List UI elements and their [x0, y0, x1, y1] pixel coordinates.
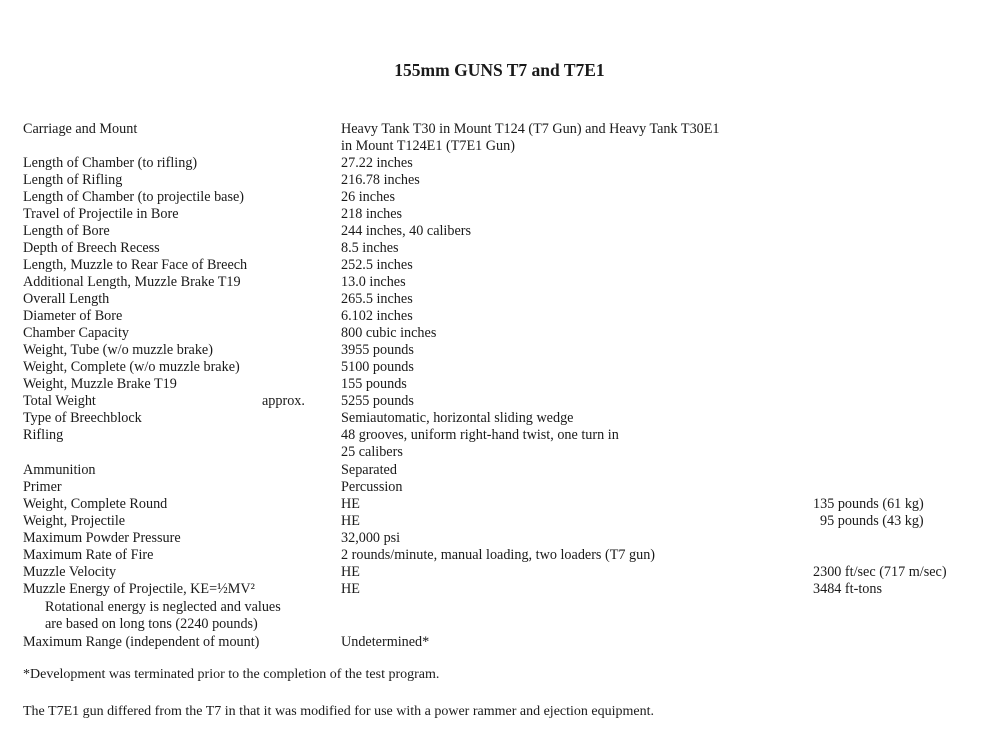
- spec-row-carriage: [0, 121, 999, 138]
- spec-row-total-weight: [0, 393, 999, 410]
- spec-row: [0, 496, 999, 513]
- spec-row: [0, 257, 999, 274]
- spec-value: 25 calibers: [341, 444, 403, 460]
- spec-row: [0, 172, 999, 189]
- spec-row: [0, 291, 999, 308]
- spec-extra-value: 95 pounds (43 kg): [820, 513, 924, 529]
- spec-value: 5100 pounds: [341, 359, 414, 375]
- spec-row: [0, 513, 999, 530]
- spec-label: Maximum Rate of Fire: [23, 547, 154, 563]
- spec-row: [0, 462, 999, 479]
- spec-value: 13.0 inches: [341, 274, 406, 290]
- spec-value: 800 cubic inches: [341, 325, 437, 341]
- spec-row: [0, 376, 999, 393]
- spec-value: 6.102 inches: [341, 308, 413, 324]
- spec-value: 8.5 inches: [341, 240, 399, 256]
- spec-label: Weight, Projectile: [23, 513, 126, 529]
- spec-row: [0, 342, 999, 359]
- spec-note: Rotational energy is neglected and values: [45, 599, 281, 615]
- spec-row: [0, 206, 999, 223]
- spec-row: [0, 308, 999, 325]
- spec-extra-value: 3484 ft-tons: [813, 581, 882, 597]
- spec-value: 155 pounds: [341, 376, 407, 392]
- spec-row: [0, 564, 999, 581]
- spec-label: Muzzle Energy of Projectile, KE=½MV²: [23, 581, 255, 597]
- spec-extra-value: 2300 ft/sec (717 m/sec): [813, 564, 947, 580]
- spec-value: 244 inches, 40 calibers: [341, 223, 472, 239]
- spec-value: in Mount T124E1 (T7E1 Gun): [341, 138, 515, 154]
- spec-row: [0, 410, 999, 427]
- spec-row: [0, 581, 999, 598]
- spec-label: Type of Breechblock: [23, 410, 142, 426]
- spec-value: 32,000 psi: [341, 530, 401, 546]
- spec-label: Chamber Capacity: [23, 325, 129, 341]
- spec-value: HE: [341, 496, 360, 512]
- spec-value: Semiautomatic, horizontal sliding wedge: [341, 410, 574, 426]
- spec-label: Length of Rifling: [23, 172, 123, 188]
- spec-row: [0, 274, 999, 291]
- spec-value: 218 inches: [341, 206, 403, 222]
- spec-row: [0, 359, 999, 376]
- spec-label: Weight, Muzzle Brake T19: [23, 376, 177, 392]
- spec-label: Length of Bore: [23, 223, 110, 239]
- spec-row: [0, 479, 999, 496]
- spec-label: Travel of Projectile in Bore: [23, 206, 179, 222]
- spec-label: Weight, Tube (w/o muzzle brake): [23, 342, 213, 358]
- spec-label: Weight, Complete (w/o muzzle brake): [23, 359, 240, 375]
- spec-row: [0, 240, 999, 257]
- spec-value: 2 rounds/minute, manual loading, two loaders (T7 gun): [341, 547, 656, 563]
- spec-qualifier: approx.: [262, 393, 305, 409]
- spec-row: [0, 189, 999, 206]
- spec-label: Ammunition: [23, 462, 96, 478]
- spec-row-note: [0, 616, 999, 633]
- spec-label: Overall Length: [23, 291, 110, 307]
- spec-row: [0, 634, 999, 651]
- spec-value: 265.5 inches: [341, 291, 413, 307]
- spec-value: 3955 pounds: [341, 342, 414, 358]
- spec-value: Heavy Tank T30 in Mount T124 (T7 Gun) and Heavy Tank T30E1: [341, 121, 720, 137]
- spec-value: 5255 pounds: [341, 393, 414, 409]
- spec-label: Rifling: [23, 427, 64, 443]
- spec-value: 216.78 inches: [341, 172, 420, 188]
- spec-value: HE: [341, 513, 360, 529]
- spec-label: Primer: [23, 479, 62, 495]
- spec-value: 27.22 inches: [341, 155, 413, 171]
- spec-value: 252.5 inches: [341, 257, 413, 273]
- spec-row: [0, 155, 999, 172]
- spec-label: Muzzle Velocity: [23, 564, 117, 580]
- spec-row: [0, 325, 999, 342]
- spec-value: 48 grooves, uniform right-hand twist, one turn in: [341, 427, 619, 443]
- spec-row: [0, 223, 999, 240]
- spec-row-cont: [0, 444, 999, 461]
- spec-value: Undetermined*: [341, 634, 430, 650]
- spec-label: Maximum Powder Pressure: [23, 530, 181, 546]
- spec-row: [0, 427, 999, 444]
- spec-row-carriage-cont: [0, 138, 999, 155]
- spec-value: HE: [341, 581, 360, 597]
- page-title: 155mm GUNS T7 and T7E1: [394, 60, 605, 80]
- closing-note: The T7E1 gun differed from the T7 in that it was modified for use with a power rammer and ejection equipment.: [23, 704, 654, 719]
- spec-extra-value: 135 pounds (61 kg): [813, 496, 924, 512]
- spec-value: HE: [341, 564, 360, 580]
- spec-label: Diameter of Bore: [23, 308, 123, 324]
- spec-label: Depth of Breech Recess: [23, 240, 160, 256]
- spec-value: Separated: [341, 462, 397, 478]
- spec-row: [0, 547, 999, 564]
- spec-label: Weight, Complete Round: [23, 496, 168, 512]
- spec-label: Total Weight: [23, 393, 96, 409]
- footnote: *Development was terminated prior to the completion of the test program.: [23, 667, 440, 682]
- spec-label: Carriage and Mount: [23, 121, 138, 137]
- spec-value: Percussion: [341, 479, 403, 495]
- spec-row-note: [0, 599, 999, 616]
- spec-label: Additional Length, Muzzle Brake T19: [23, 274, 241, 290]
- spec-row: [0, 530, 999, 547]
- spec-label: Length of Chamber (to projectile base): [23, 189, 245, 205]
- spec-note: are based on long tons (2240 pounds): [45, 616, 258, 632]
- spec-label: Length of Chamber (to rifling): [23, 155, 198, 171]
- spec-label: Length, Muzzle to Rear Face of Breech: [23, 257, 248, 273]
- spec-value: 26 inches: [341, 189, 395, 205]
- spec-label: Maximum Range (independent of mount): [23, 634, 260, 650]
